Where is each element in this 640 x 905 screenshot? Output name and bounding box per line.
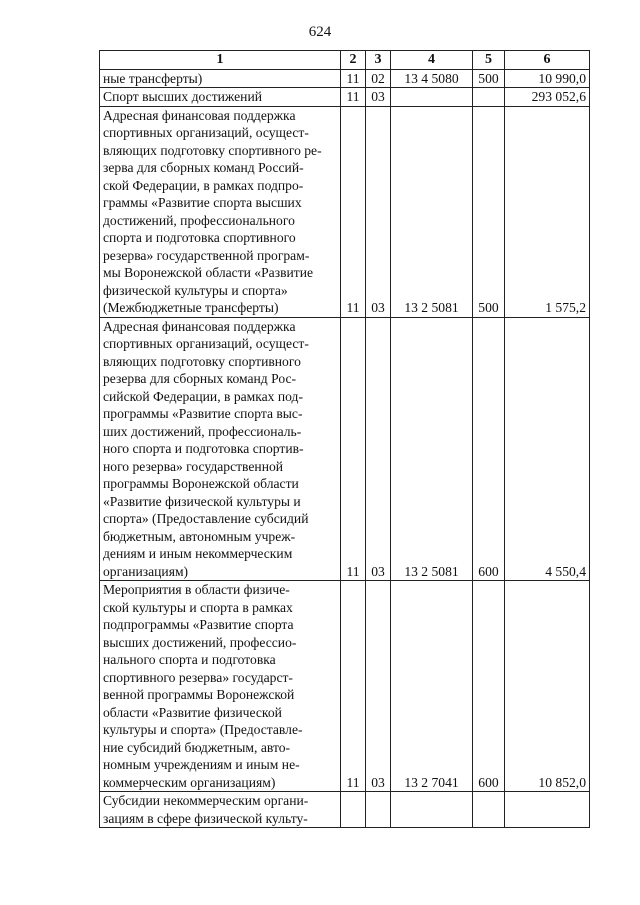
row-subsection: 03 [366, 106, 391, 317]
budget-table [99, 50, 590, 828]
row-section: 11 [341, 88, 366, 107]
header-row [100, 51, 590, 70]
row-expense-type [473, 88, 505, 107]
row-section [341, 792, 366, 828]
row-amount: 4 550,4 [505, 317, 590, 581]
row-target-item: 13 4 5080 [391, 69, 473, 88]
row-subsection [366, 792, 391, 828]
row-expense-type: 600 [473, 317, 505, 581]
row-target-item: 13 2 5081 [391, 317, 473, 581]
row-subsection: 03 [366, 88, 391, 107]
table-row [100, 792, 590, 828]
row-amount [505, 792, 590, 828]
row-section: 11 [341, 69, 366, 88]
header-col-1: 1 [100, 51, 341, 70]
table-row [100, 581, 590, 792]
row-section: 11 [341, 317, 366, 581]
row-name: Мероприятия в области физиче- ской культуры и спорта в рамках подпрограммы «Развитие спорта высших достижений, профессио- нального спорта и подготовка спортивного резерва» государст- венной программы Воронежской области «Развитие физической культуры и спорта» (Предоставле- ние субсидий бюджетным, авто- номным учреждениям и иным не- коммерческим организациям) [100, 581, 341, 792]
row-subsection: 03 [366, 317, 391, 581]
row-name: Адресная финансовая поддержка спортивных организаций, осущест- вляющих подготовку спортивного резерва для сборных команд Рос- сийской Федерации, в рамках под- программы «Развитие спорта выс- ших достижений, профессиональ- ного спорта и подготовка спортив- ного резерва» государственной программы Воронежской области «Развитие физической культуры и спорта» (Предоставление субсидий бюджетным, автономным учреж- дениям и иным некоммерческим организациям) [100, 317, 341, 581]
row-amount: 293 052,6 [505, 88, 590, 107]
table-row [100, 69, 590, 88]
row-target-item: 13 2 5081 [391, 106, 473, 317]
row-name: Спорт высших достижений [100, 88, 341, 107]
row-name: Адресная финансовая поддержка спортивных организаций, осущест- вляющих подготовку спортивного ре- зерва для сборных команд Россий- ской Федерации, в рамках подпро- граммы «Развитие спорта высших достижений, профессионального спорта и подготовка спортивного резерва» государственной програм- мы Воронежской области «Развитие физической культуры и спорта» (Межбюджетные трансферты) [100, 106, 341, 317]
row-target-item [391, 792, 473, 828]
row-section: 11 [341, 581, 366, 792]
header-col-5: 5 [473, 51, 505, 70]
page-number: 624 [308, 24, 332, 40]
row-target-item: 13 2 7041 [391, 581, 473, 792]
row-expense-type: 500 [473, 69, 505, 88]
table-row [100, 317, 590, 581]
row-expense-type: 600 [473, 581, 505, 792]
row-subsection: 03 [366, 581, 391, 792]
table-row [100, 88, 590, 107]
header-col-2: 2 [341, 51, 366, 70]
row-name: ные трансферты) [100, 69, 341, 88]
row-section: 11 [341, 106, 366, 317]
row-expense-type [473, 792, 505, 828]
table-row [100, 106, 590, 317]
header-col-6: 6 [505, 51, 590, 70]
row-amount: 10 990,0 [505, 69, 590, 88]
row-name: Субсидии некоммерческим органи- зациям в сфере физической культу- [100, 792, 341, 828]
header-col-3: 3 [366, 51, 391, 70]
row-subsection: 02 [366, 69, 391, 88]
row-amount: 10 852,0 [505, 581, 590, 792]
row-target-item [391, 88, 473, 107]
header-col-4: 4 [391, 51, 473, 70]
row-amount: 1 575,2 [505, 106, 590, 317]
row-expense-type: 500 [473, 106, 505, 317]
